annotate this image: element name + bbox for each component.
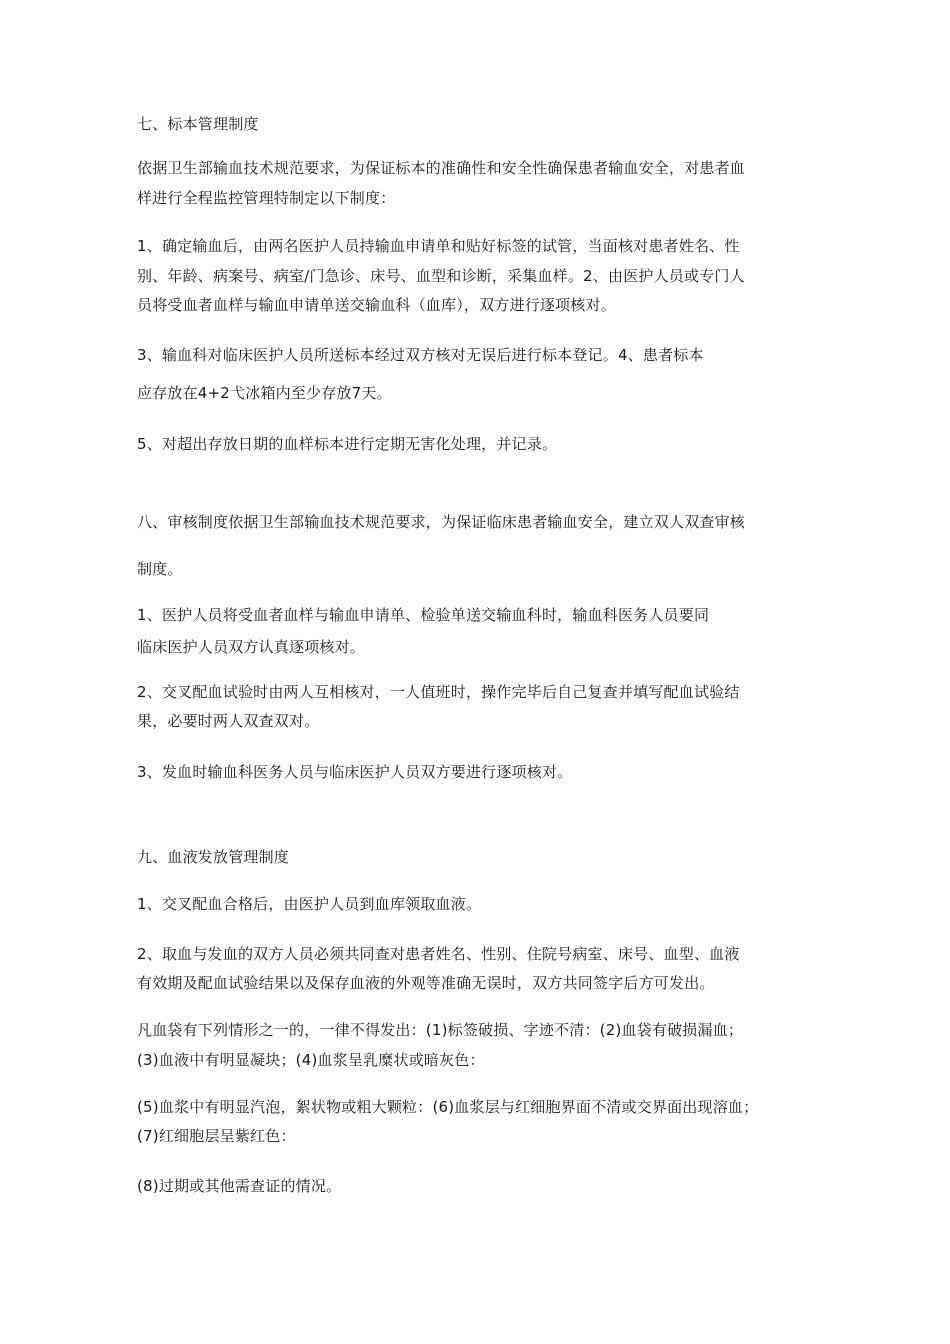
paragraph-line: 员将受血者血样与输血申请单送交输血科（血库），双方进行逐项核对。	[137, 296, 616, 314]
section-heading-dispatch: 九、血液发放管理制度	[137, 848, 290, 866]
paragraph-line: 制度。	[137, 560, 183, 578]
paragraph-line: 2、取血与发血的双方人员必须共同查对患者姓名、性别、住院号病室、床号、血型、血液	[137, 945, 740, 963]
section-heading-specimen: 七、标本管理制度	[137, 115, 259, 133]
paragraph-line: 临床医护人员双方认真逐项核对。	[137, 638, 366, 656]
paragraph-line: (5)血浆中有明显汽泡，絮状物或粗大颗粒：(6)血浆层与红细胞界面不清或交界面出现溶血；	[137, 1098, 759, 1116]
paragraph-line: 3、输血科对临床医护人员所送标本经过双方核对无误后进行标本登记。4、患者标本	[137, 346, 704, 364]
paragraph-line: (7)红细胞层呈紫红色：	[137, 1127, 296, 1145]
paragraph-line: 应存放在4+2弋冰箱内至少存放7天。	[137, 384, 392, 402]
paragraph-line: 5、对超出存放日期的血样标本进行定期无害化处理，并记录。	[137, 435, 558, 453]
paragraph-line: (3)血液中有明显凝块；(4)血浆呈乳糜状或暗灰色：	[137, 1051, 485, 1069]
paragraph-line: 果，必要时两人双查双对。	[137, 712, 320, 730]
paragraph-line: 样进行全程监控管理特制定以下制度：	[137, 189, 396, 207]
paragraph-line: 1、交叉配血合格后，由医护人员到血库领取血液。	[137, 895, 482, 913]
paragraph-line: 1、医护人员将受血者血样与输血申请单、检验单送交输血科时，输血科医务人员要同	[137, 606, 710, 624]
section-heading-review: 八、审核制度依据卫生部输血技术规范要求，为保证临床患者输血安全，建立双人双查审核	[137, 513, 746, 531]
paragraph-line: (8)过期或其他需查证的情况。	[137, 1177, 342, 1195]
paragraph-line: 1、确定输血后，由两名医护人员持输血申请单和贴好标签的试管，当面核对患者姓名、性	[137, 237, 740, 255]
paragraph-line: 2、交叉配血试验时由两人互相核对，一人值班时，操作完毕后自己复查并填写配血试验结	[137, 683, 740, 701]
paragraph-line: 凡血袋有下列情形之一的，一律不得发出：(1)标签破损、字迹不清：(2)血袋有破损漏血；	[137, 1021, 744, 1039]
paragraph-line: 别、年龄、病案号、病室/门急诊、床号、血型和诊断，采集血样。2、由医护人员或专门人	[137, 267, 745, 285]
paragraph-line: 依据卫生部输血技术规范要求，为保证标本的准确性和安全性确保患者输血安全，对患者血	[137, 159, 746, 177]
paragraph-line: 有效期及配血试验结果以及保存血液的外观等准确无误时，双方共同签字后方可发出。	[137, 974, 715, 992]
paragraph-line: 3、发血时输血科医务人员与临床医护人员双方要进行逐项核对。	[137, 763, 573, 781]
